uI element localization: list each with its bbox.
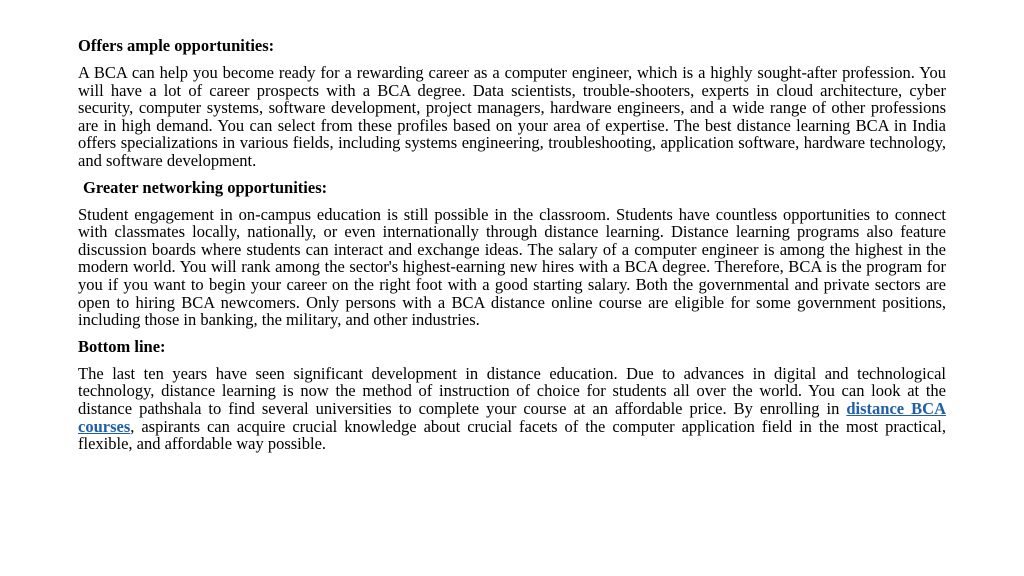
bottom-line-text-before-link: The last ten years have seen significant development in distance education. Due to advances in digital and technological technology, distance learning is now the method of instruction of choice for students all over the world. You can look at the distance pathshala to find several universities to complete your course at an affordable price. By enrolling in <box>78 363 946 418</box>
section-heading-bottom-line: Bottom line: <box>78 336 166 356</box>
document-page <box>78 36 946 461</box>
bottom-line-text-after-link: , aspirants can acquire crucial knowledge about crucial facets of the computer application field in the most practical, flexible, and affordable way possible. <box>78 416 946 454</box>
section-body-bottom-line <box>78 365 946 453</box>
section-body-opportunities: A BCA can help you become ready for a rewarding career as a computer engineer, which is a highly sought-after profession. You will have a lot of career prospects with a BCA degree. Data scientists, trouble-shooters, experts in cloud architecture, cyber security, computer systems, software development, project managers, hardware engineers, and a wide range of other professions are in high demand. You can select from these profiles based on your area of expertise. The best distance learning BCA in India offers specializations in various fields, including systems engineering, troubleshooting, application software, hardware technology, and software development. <box>78 63 946 170</box>
section-heading-networking: Greater networking opportunities: <box>83 177 328 197</box>
section-body-networking: Student engagement in on-campus education is still possible in the classroom. Students have countless opportunities to connect with classmates locally, nationally, or even internationally through distance learning. Distance learning programs also feature discussion boards where students can interact and exchange ideas. The salary of a computer engineer is among the highest in the modern world. You will rank among the sector's highest-earning new hires with a BCA degree. Therefore, BCA is the program for you if you want to begin your career on the right foot with a good starting salary. Both the governmental and private sectors are open to hiring BCA newcomers. Only persons with a BCA distance online course are eligible for some government positions, including those in banking, the military, and other industries. <box>78 204 946 330</box>
distance-bca-courses-link[interactable]: distance BCA courses <box>78 398 946 436</box>
section-heading-opportunities: Offers ample opportunities: <box>78 36 275 55</box>
